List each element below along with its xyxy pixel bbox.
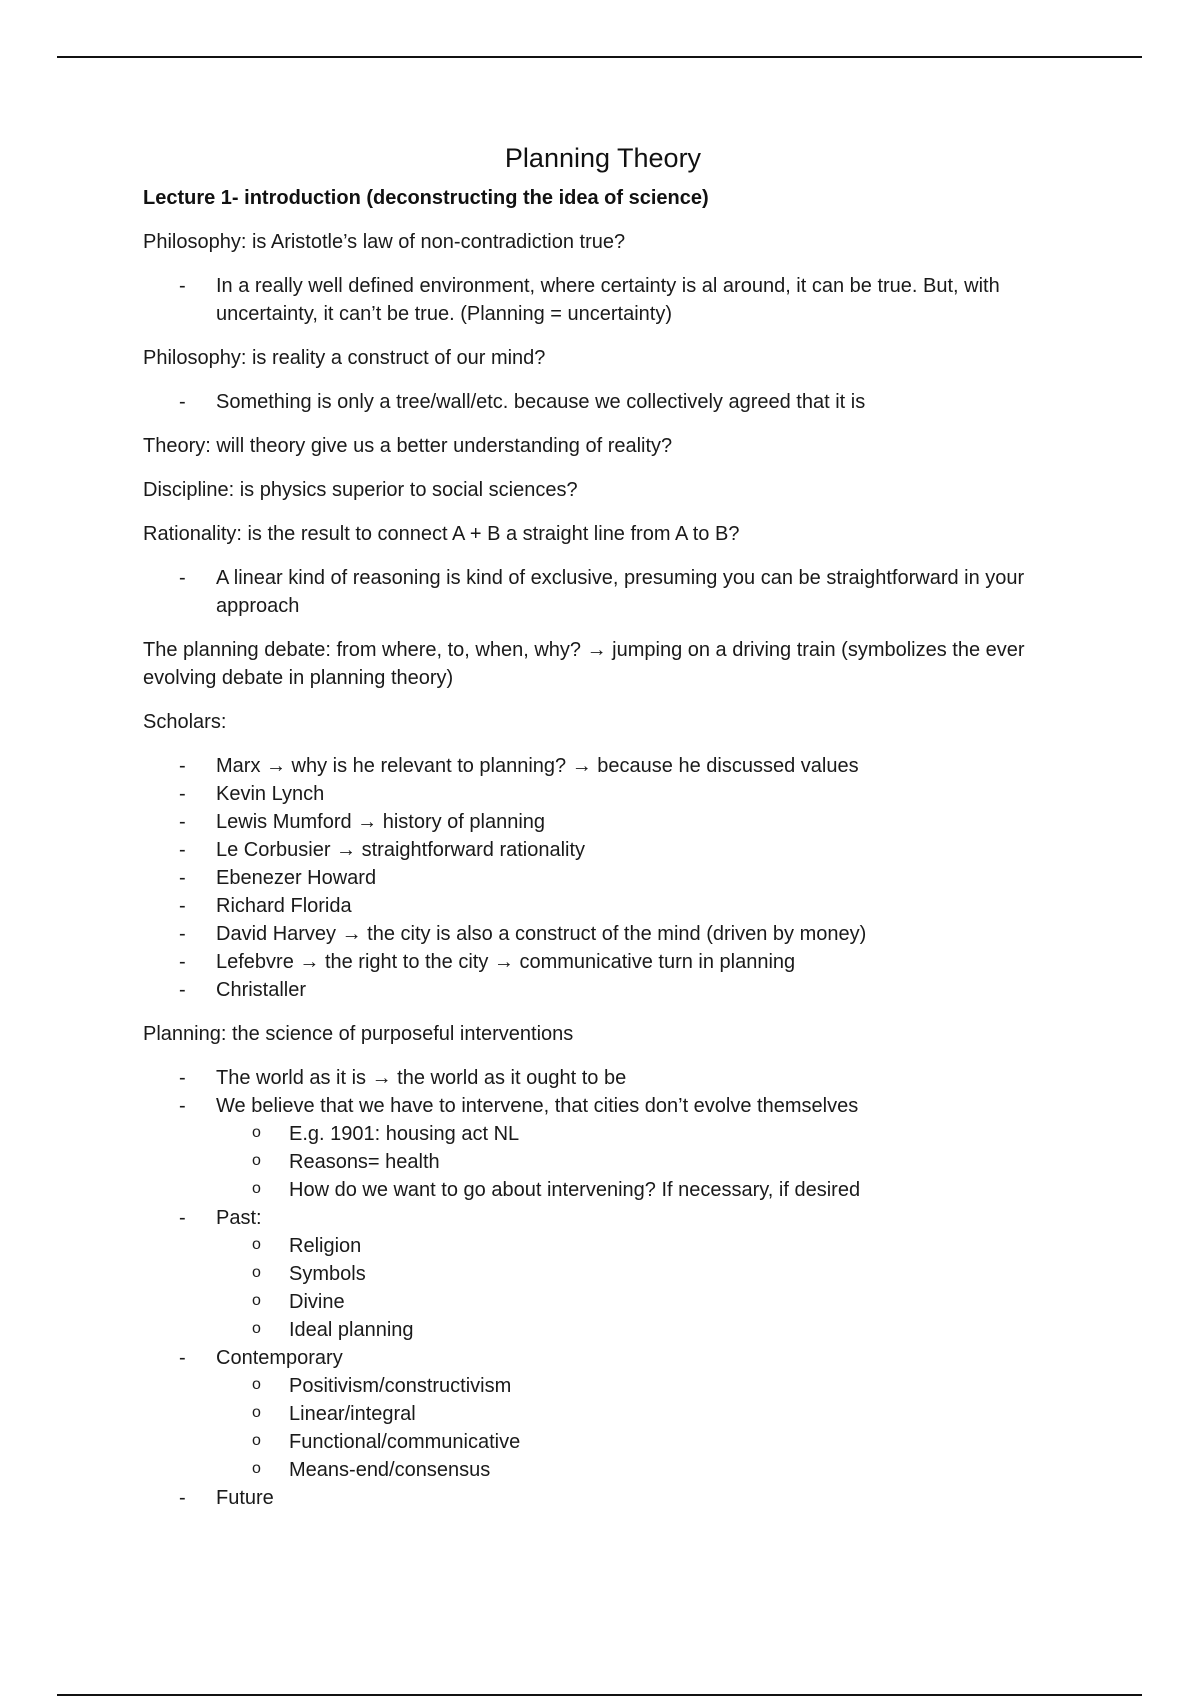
list-item-text: Future [216,1487,274,1509]
planning-debate-paragraph: The planning debate: from where, to, when, why? → jumping on a driving train (symbolizes the ever evolving debate in planning theory) [143,639,1025,689]
top-rule [57,56,1142,58]
bottom-rule [57,1694,1142,1696]
list-item: - Richard Florida [143,892,1063,920]
question-paragraph: Theory: will theory give us a better understanding of reality? [143,435,673,457]
sub-list [216,1372,1063,1484]
list-item [143,1344,1063,1484]
list-item: - In a really well defined environment, where certainty is al around, it can be true. But, with uncertainty, it can’t be true. (Planning = uncertainty) [143,272,1063,328]
list-item [143,1484,1063,1512]
sub-list [216,1232,1063,1344]
document-body [143,140,1063,1528]
list-item: - Le Corbusier → straightforward rationality [143,836,1063,864]
scholars-list [143,752,1063,1004]
document-title: Planning Theory [504,143,702,173]
list-item: - Something is only a tree/wall/etc. because we collectively agreed that it is [143,388,1063,416]
sub-list-item: o Positivism/constructivism [216,1372,1063,1400]
question-paragraph: Discipline: is physics superior to social sciences? [143,479,578,501]
bullet-list [143,272,1063,328]
sub-list-item: o Ideal planning [216,1316,1063,1344]
sub-list [216,1120,1063,1204]
planning-definition: Planning: the science of purposeful interventions [143,1023,574,1045]
sub-list-item: o E.g. 1901: housing act NL [216,1120,1063,1148]
list-item: - Lewis Mumford → history of planning [143,808,1063,836]
list-item: - Christaller [143,976,1063,1004]
sub-list-item: o Reasons= health [216,1148,1063,1176]
list-item-text: We believe that we have to intervene, that cities don’t evolve themselves [216,1095,859,1117]
bullet-list [143,388,1063,416]
sub-list-item: o Linear/integral [216,1400,1063,1428]
list-item-text: Past: [216,1207,262,1229]
list-item-text: Contemporary [216,1347,343,1369]
scholars-label: Scholars: [143,711,227,733]
sub-list-item: o Symbols [216,1260,1063,1288]
sub-list-item: o Functional/communicative [216,1428,1063,1456]
lecture-heading: Lecture 1- introduction (deconstructing the idea of science) [143,187,709,209]
list-item-text: The world as it is → the world as it ought to be [216,1067,627,1089]
planning-list [143,1064,1063,1512]
bullet-list [143,564,1063,620]
list-item: - A linear kind of reasoning is kind of exclusive, presuming you can be straightforward in your approach [143,564,1063,620]
list-item: - Lefebvre → the right to the city → communicative turn in planning [143,948,1063,976]
question-paragraph: Philosophy: is reality a construct of our mind? [143,347,546,369]
list-item: - Kevin Lynch [143,780,1063,808]
list-item [143,1064,1063,1092]
sub-list-item: o How do we want to go about intervening? If necessary, if desired [216,1176,1063,1204]
question-paragraph: Philosophy: is Aristotle’s law of non-contradiction true? [143,231,626,253]
list-item: - Ebenezer Howard [143,864,1063,892]
list-item: - David Harvey → the city is also a construct of the mind (driven by money) [143,920,1063,948]
sub-list-item: o Religion [216,1232,1063,1260]
list-item: - Marx → why is he relevant to planning? → because he discussed values [143,752,1063,780]
list-item [143,1092,1063,1204]
question-paragraph: Rationality: is the result to connect A + B a straight line from A to B? [143,523,740,545]
sub-list-item: o Divine [216,1288,1063,1316]
sub-list-item: o Means-end/consensus [216,1456,1063,1484]
list-item [143,1204,1063,1344]
